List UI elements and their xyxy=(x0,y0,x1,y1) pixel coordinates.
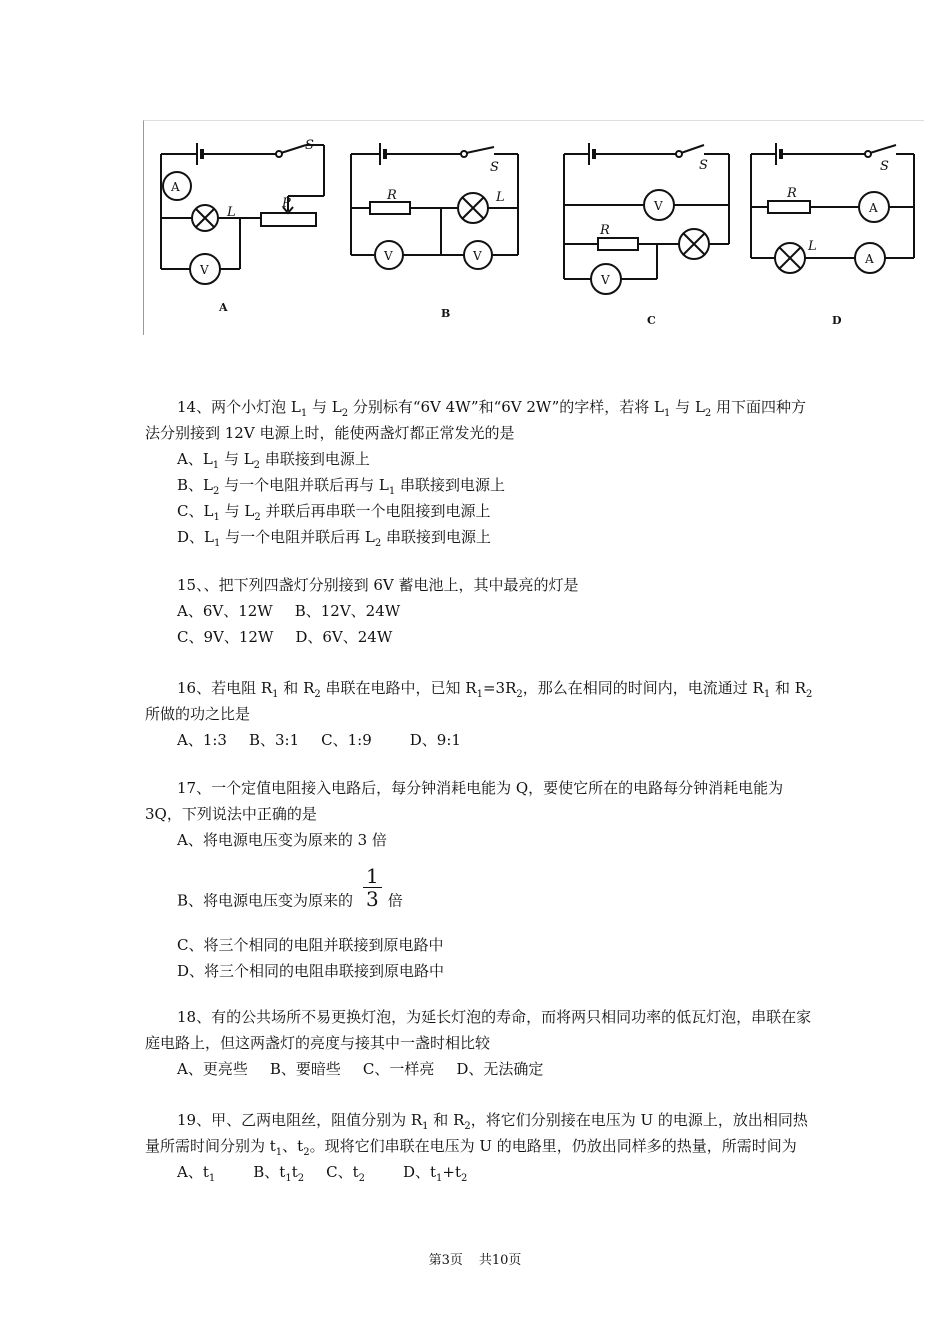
circuit-a xyxy=(161,143,324,284)
voltmeter-b2: V xyxy=(473,249,482,263)
option-17-a: A、将电源电压变为原来的 3 倍 xyxy=(177,831,387,849)
ammeter-d2: A xyxy=(865,252,874,266)
question-18-stem: 18、有的公共场所不易更换灯泡，为延长灯泡的寿命，而将两只相同功率的低瓦灯泡，串联在家庭电路上，但这两盏灯的亮度与接其中一盏时相比较 xyxy=(145,1008,812,1052)
page-total: 共10页 xyxy=(478,1253,522,1268)
option-16-d: D、9:1 xyxy=(409,731,461,749)
option-15-b: B、12V、24W xyxy=(294,602,401,620)
caption-d: D xyxy=(832,314,842,327)
circuit-diagrams xyxy=(144,121,924,335)
label-r-c: R xyxy=(600,223,610,238)
label-r-b: R xyxy=(387,188,397,203)
label-l-d: L xyxy=(808,239,817,254)
question-16-stem: 16、若电阻 $R_1$ 和 $R_2$ 串联在电路中，已知 $R_1=3R_2$，那么在相同的时间内，电流通过 $R_1$ 和 $R_2$ 所做的功之比是 xyxy=(145,679,813,723)
option-14-d: D、$L_1$ 与一个电阻并联后再 $L_2$ 串联接到电源上 xyxy=(177,528,492,549)
label-s-b: S xyxy=(490,160,499,175)
options-15-row1 xyxy=(145,598,815,624)
label-p: P xyxy=(282,196,291,211)
label-s-c: S xyxy=(699,158,708,173)
option-14-c: C、$L_1$ 与 $L_2$ 并联后再串联一个电阻接到电源上 xyxy=(177,502,491,523)
option-16-b: B、3:1 xyxy=(248,731,300,749)
voltmeter-c1: V xyxy=(654,199,663,213)
label-l-a: L xyxy=(227,205,236,220)
option-14-a: A、$L_1$ 与 $L_2$ 串联接到电源上 xyxy=(177,450,370,471)
question-19-stem: 19、甲、乙两电阻丝，阻值分别为 $R_1$ 和 $R_2$，将它们分别接在电压为 U 的电源上，放出相同热量所需时间分别为 $t_1$、$t_2$。现将它们串联在电压为 U 的电路里，仍放出同样多的热量，所需时间为 xyxy=(145,1111,808,1158)
option-14-b: B、$L_2$ 与一个电阻并联后再与 $L_1$ 串联接到电源上 xyxy=(177,476,506,497)
option-15-d: D、6V、24W xyxy=(295,628,393,646)
option-18-d: D、无法确定 xyxy=(456,1060,544,1078)
caption-b: B xyxy=(441,307,451,320)
option-17-c: C、将三个相同的电阻并联接到原电路中 xyxy=(177,936,444,954)
option-16-c: C、1:9 xyxy=(321,731,372,749)
label-s-a: S xyxy=(305,138,314,153)
option-18-a: A、更亮些 xyxy=(177,1060,248,1078)
question-14 xyxy=(145,394,815,550)
page-footer xyxy=(0,1249,950,1268)
question-17-stem: 17、一个定值电阻接入电路后，每分钟消耗电能为 Q，要使它所在的电路每分钟消耗电能为 3Q，下列说法中正确的是 xyxy=(145,779,784,823)
options-19 xyxy=(145,1159,815,1185)
question-19 xyxy=(145,1107,815,1185)
question-15 xyxy=(145,572,815,650)
label-l-b: L xyxy=(496,190,505,205)
question-18 xyxy=(145,1004,815,1082)
option-19-d: D、$t_1+t_2$ xyxy=(402,1163,468,1184)
caption-c: C xyxy=(647,314,656,327)
question-14-stem: 14、两个小灯泡 $L_1$ 与 $L_2$ 分别标有“6V 4W”和“6V 2W”的字样，若将 $L_1$ 与 $L_2$ 用下面四种方法分别接到 12V 电源上时，能使两盏灯都正常发光的是 xyxy=(145,398,807,442)
options-18 xyxy=(145,1056,815,1082)
page-number: 第3页 xyxy=(428,1253,463,1268)
option-19-c: C、$t_2$ xyxy=(326,1163,365,1184)
question-17 xyxy=(145,775,815,984)
options-16 xyxy=(145,727,815,753)
option-19-a: A、$t_1$ xyxy=(177,1163,216,1184)
caption-a: A xyxy=(219,301,228,314)
ammeter-a: A xyxy=(171,180,180,194)
option-18-b: B、要暗些 xyxy=(269,1060,341,1078)
option-17-d: D、将三个相同的电阻串联接到原电路中 xyxy=(177,962,445,980)
question-15-stem: 15、、把下列四盏灯分别接到 6V 蓄电池上，其中最亮的灯是 xyxy=(177,576,579,594)
voltmeter-b1: V xyxy=(384,249,393,263)
option-17-b: B、将电源电压变为原来的 $\frac{1}{3}$ 倍 xyxy=(177,864,403,911)
option-18-c: C、一样亮 xyxy=(362,1060,435,1078)
circuit-figure xyxy=(143,120,924,335)
label-r-d: R xyxy=(787,186,797,201)
ammeter-d1: A xyxy=(869,201,878,215)
voltmeter-a: V xyxy=(200,263,209,277)
option-15-c: C、9V、12W xyxy=(177,628,274,646)
option-16-a: A、1:3 xyxy=(177,731,227,749)
question-16 xyxy=(145,675,815,753)
options-15-row2 xyxy=(145,624,815,650)
option-19-b: B、$t_1t_2$ xyxy=(253,1163,305,1184)
option-15-a: A、6V、12W xyxy=(177,602,273,620)
circuit-d xyxy=(751,143,914,273)
label-s-d: S xyxy=(880,159,889,174)
fraction-one-third: $\frac{1}{3}$ xyxy=(363,865,382,910)
voltmeter-c2: V xyxy=(601,273,610,287)
